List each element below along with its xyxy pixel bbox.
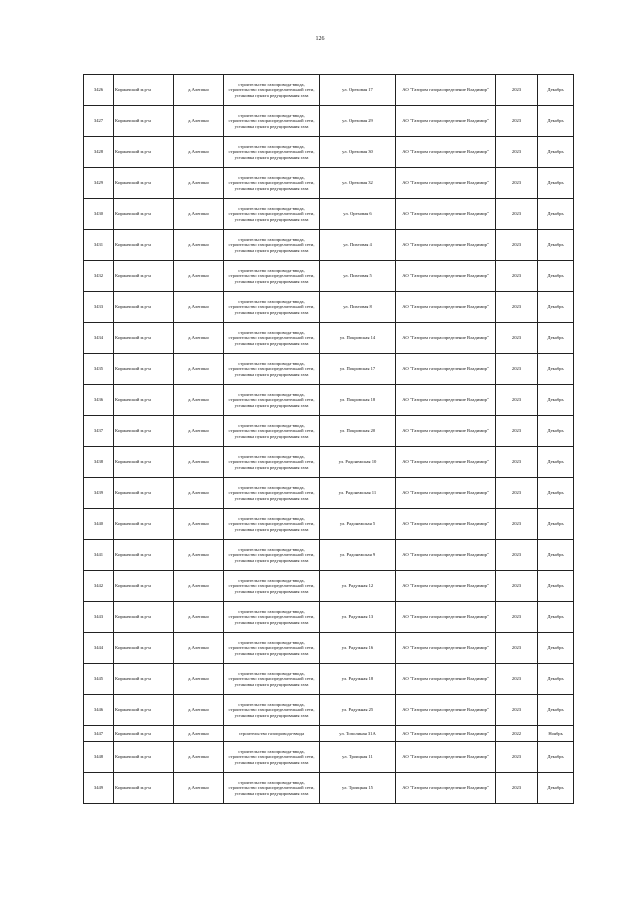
locality-cell: д.Алеппно: [174, 664, 224, 695]
table-row: [84, 509, 574, 540]
locality-cell: д.Алеппно: [174, 695, 224, 726]
locality-cell: д.Алеппно: [174, 478, 224, 509]
locality-cell: д.Алеппно: [174, 106, 224, 137]
month-cell: Декабрь: [538, 168, 574, 199]
month-cell: Декабрь: [538, 385, 574, 416]
row-number: 3433: [84, 292, 114, 323]
locality-cell: д.Алеппно: [174, 540, 224, 571]
year-cell: 2023: [496, 509, 538, 540]
district-cell: Киржачский м.р-н: [114, 664, 174, 695]
district-cell: Киржачский м.р-н: [114, 447, 174, 478]
year-cell: 2023: [496, 633, 538, 664]
organization-cell: АО "Газпром газораспределение Владимир": [396, 106, 496, 137]
work-description-cell: строительство газопровода-ввода, строительство газораспределительной сети, установка пункта редуцирования газа: [224, 106, 320, 137]
month-cell: Декабрь: [538, 773, 574, 804]
district-cell: Киржачский м.р-н: [114, 199, 174, 230]
address-cell: ул. Ореховая 30: [320, 137, 396, 168]
year-cell: 2023: [496, 292, 538, 323]
month-cell: Декабрь: [538, 416, 574, 447]
year-cell: 2023: [496, 354, 538, 385]
locality-cell: д.Алеппно: [174, 726, 224, 742]
address-cell: ул. Покровская 17: [320, 354, 396, 385]
table-row: [84, 602, 574, 633]
year-cell: 2023: [496, 199, 538, 230]
month-cell: Декабрь: [538, 75, 574, 106]
month-cell: Декабрь: [538, 323, 574, 354]
work-description-cell: строительство газопровода-ввода, строительство газораспределительной сети, установка пункта редуцирования газа: [224, 664, 320, 695]
district-cell: Киржачский м.р-н: [114, 540, 174, 571]
work-description-cell: строительство газопровода-ввода, строительство газораспределительной сети, установка пункта редуцирования газа: [224, 540, 320, 571]
locality-cell: д.Алеппно: [174, 742, 224, 773]
locality-cell: д.Алеппно: [174, 773, 224, 804]
work-description-cell: строительство газопровода-ввода, строительство газораспределительной сети, установка пункта редуцирования газа: [224, 416, 320, 447]
year-cell: 2023: [496, 385, 538, 416]
organization-cell: АО "Газпром газораспределение Владимир": [396, 742, 496, 773]
organization-cell: АО "Газпром газораспределение Владимир": [396, 416, 496, 447]
row-number: 3443: [84, 602, 114, 633]
work-description-cell: строительство газопровода-ввода, строительство газораспределительной сети, установка пункта редуцирования газа: [224, 261, 320, 292]
table-row: [84, 230, 574, 261]
month-cell: Декабрь: [538, 478, 574, 509]
locality-cell: д.Алеппно: [174, 509, 224, 540]
month-cell: Ноябрь: [538, 726, 574, 742]
district-cell: Киржачский м.р-н: [114, 509, 174, 540]
year-cell: 2023: [496, 137, 538, 168]
address-cell: ул. Пихтовая 8: [320, 292, 396, 323]
row-number: 3432: [84, 261, 114, 292]
district-cell: Киржачский м.р-н: [114, 478, 174, 509]
row-number: 3446: [84, 695, 114, 726]
address-cell: ул. Ореховая 6: [320, 199, 396, 230]
address-cell: ул. Пихтовая 5: [320, 261, 396, 292]
row-number: 3435: [84, 354, 114, 385]
work-description-cell: строительство газопровода-ввода, строительство газораспределительной сети, установка пункта редуцирования газа: [224, 602, 320, 633]
row-number: 3448: [84, 742, 114, 773]
work-description-cell: строительство газопровода-ввода, строительство газораспределительной сети, установка пункта редуцирования газа: [224, 509, 320, 540]
row-number: 3447: [84, 726, 114, 742]
year-cell: 2023: [496, 261, 538, 292]
page-number: 126: [315, 36, 325, 42]
year-cell: 2023: [496, 447, 538, 478]
year-cell: 2023: [496, 168, 538, 199]
organization-cell: АО "Газпром газораспределение Владимир": [396, 137, 496, 168]
row-number: 3434: [84, 323, 114, 354]
year-cell: 2023: [496, 540, 538, 571]
work-description-cell: строительство газопровода-ввода, строительство газораспределительной сети, установка пункта редуцирования газа: [224, 323, 320, 354]
address-cell: ул. Радужная 25: [320, 695, 396, 726]
month-cell: Декабрь: [538, 199, 574, 230]
month-cell: Декабрь: [538, 664, 574, 695]
row-number: 3442: [84, 571, 114, 602]
month-cell: Декабрь: [538, 354, 574, 385]
address-cell: ул. Радужная 16: [320, 633, 396, 664]
row-number: 3426: [84, 75, 114, 106]
address-cell: ул. Радонежская 10: [320, 447, 396, 478]
work-description-cell: строительство газопровода-ввода, строительство газораспределительной сети, установка пункта редуцирования газа: [224, 354, 320, 385]
table-row: [84, 773, 574, 804]
address-cell: ул. Радужная 13: [320, 602, 396, 633]
year-cell: 2023: [496, 323, 538, 354]
work-description-cell: строительство газопровода-ввода: [224, 726, 320, 742]
table-row: [84, 540, 574, 571]
row-number: 3430: [84, 199, 114, 230]
year-cell: 2023: [496, 742, 538, 773]
table-row: [84, 385, 574, 416]
year-cell: 2022: [496, 726, 538, 742]
row-number: 3439: [84, 478, 114, 509]
locality-cell: д.Алеппно: [174, 447, 224, 478]
table-row: [84, 75, 574, 106]
address-cell: ул. Радонежская 5: [320, 509, 396, 540]
organization-cell: АО "Газпром газораспределение Владимир": [396, 695, 496, 726]
table-row: [84, 726, 574, 742]
organization-cell: АО "Газпром газораспределение Владимир": [396, 354, 496, 385]
locality-cell: д.Алеппно: [174, 137, 224, 168]
row-number: 3445: [84, 664, 114, 695]
row-number: 3427: [84, 106, 114, 137]
table-row: [84, 742, 574, 773]
work-description-cell: строительство газопровода-ввода, строительство газораспределительной сети, установка пункта редуцирования газа: [224, 695, 320, 726]
organization-cell: АО "Газпром газораспределение Владимир": [396, 385, 496, 416]
table-row: [84, 261, 574, 292]
address-cell: ул. Радонежская 9: [320, 540, 396, 571]
table-row: [84, 633, 574, 664]
locality-cell: д.Алеппно: [174, 292, 224, 323]
locality-cell: д.Алеппно: [174, 261, 224, 292]
year-cell: 2023: [496, 230, 538, 261]
table-row: [84, 354, 574, 385]
table-row: [84, 571, 574, 602]
district-cell: Киржачский м.р-н: [114, 106, 174, 137]
organization-cell: АО "Газпром газораспределение Владимир": [396, 773, 496, 804]
locality-cell: д.Алеппно: [174, 385, 224, 416]
address-cell: ул. Троицкая 11: [320, 742, 396, 773]
month-cell: Декабрь: [538, 509, 574, 540]
address-cell: ул. Радонежская 11: [320, 478, 396, 509]
district-cell: Киржачский м.р-н: [114, 602, 174, 633]
organization-cell: АО "Газпром газораспределение Владимир": [396, 292, 496, 323]
organization-cell: АО "Газпром газораспределение Владимир": [396, 540, 496, 571]
locality-cell: д.Алеппно: [174, 633, 224, 664]
organization-cell: АО "Газпром газораспределение Владимир": [396, 571, 496, 602]
row-number: 3431: [84, 230, 114, 261]
year-cell: 2023: [496, 695, 538, 726]
district-cell: Киржачский м.р-н: [114, 230, 174, 261]
organization-cell: АО "Газпром газораспределение Владимир": [396, 230, 496, 261]
district-cell: Киржачский м.р-н: [114, 168, 174, 199]
table-row: [84, 292, 574, 323]
work-description-cell: строительство газопровода-ввода, строительство газораспределительной сети, установка пункта редуцирования газа: [224, 385, 320, 416]
table-row: [84, 199, 574, 230]
work-description-cell: строительство газопровода-ввода, строительство газораспределительной сети, установка пункта редуцирования газа: [224, 773, 320, 804]
organization-cell: АО "Газпром газораспределение Владимир": [396, 478, 496, 509]
row-number: 3428: [84, 137, 114, 168]
district-cell: Киржачский м.р-н: [114, 773, 174, 804]
locality-cell: д.Алеппно: [174, 416, 224, 447]
organization-cell: АО "Газпром газораспределение Владимир": [396, 633, 496, 664]
organization-cell: АО "Газпром газораспределение Владимир": [396, 75, 496, 106]
table-row: [84, 478, 574, 509]
address-cell: ул. Ореховая 29: [320, 106, 396, 137]
address-cell: ул. Радужная 18: [320, 664, 396, 695]
district-cell: Киржачский м.р-н: [114, 742, 174, 773]
address-cell: ул. Покровская 20: [320, 416, 396, 447]
locality-cell: д.Алеппно: [174, 323, 224, 354]
district-cell: Киржачский м.р-н: [114, 385, 174, 416]
table-row: [84, 323, 574, 354]
year-cell: 2023: [496, 664, 538, 695]
year-cell: 2023: [496, 773, 538, 804]
locality-cell: д.Алеппно: [174, 230, 224, 261]
address-cell: ул. Троицкая 15: [320, 773, 396, 804]
district-cell: Киржачский м.р-н: [114, 323, 174, 354]
year-cell: 2023: [496, 571, 538, 602]
work-description-cell: строительство газопровода-ввода, строительство газораспределительной сети, установка пункта редуцирования газа: [224, 137, 320, 168]
locality-cell: д.Алеппно: [174, 571, 224, 602]
row-number: 3440: [84, 509, 114, 540]
table-body: [84, 75, 574, 804]
row-number: 3436: [84, 385, 114, 416]
row-number: 3437: [84, 416, 114, 447]
table-row: [84, 695, 574, 726]
district-cell: Киржачский м.р-н: [114, 416, 174, 447]
registry-table: [83, 74, 574, 804]
district-cell: Киржачский м.р-н: [114, 261, 174, 292]
locality-cell: д.Алеппно: [174, 602, 224, 633]
address-cell: ул. Ореховая 32: [320, 168, 396, 199]
district-cell: Киржачский м.р-н: [114, 137, 174, 168]
year-cell: 2023: [496, 106, 538, 137]
district-cell: Киржачский м.р-н: [114, 354, 174, 385]
organization-cell: АО "Газпром газораспределение Владимир": [396, 509, 496, 540]
year-cell: 2023: [496, 416, 538, 447]
work-description-cell: строительство газопровода-ввода, строительство газораспределительной сети, установка пункта редуцирования газа: [224, 447, 320, 478]
work-description-cell: строительство газопровода-ввода, строительство газораспределительной сети, установка пункта редуцирования газа: [224, 478, 320, 509]
year-cell: 2023: [496, 602, 538, 633]
table-row: [84, 416, 574, 447]
locality-cell: д.Алеппно: [174, 168, 224, 199]
address-cell: ул. Покровская 14: [320, 323, 396, 354]
month-cell: Декабрь: [538, 602, 574, 633]
month-cell: Декабрь: [538, 261, 574, 292]
work-description-cell: строительство газопровода-ввода, строительство газораспределительной сети, установка пункта редуцирования газа: [224, 742, 320, 773]
work-description-cell: строительство газопровода-ввода, строительство газораспределительной сети, установка пункта редуцирования газа: [224, 199, 320, 230]
district-cell: Киржачский м.р-н: [114, 75, 174, 106]
organization-cell: АО "Газпром газораспределение Владимир": [396, 323, 496, 354]
month-cell: Декабрь: [538, 106, 574, 137]
district-cell: Киржачский м.р-н: [114, 695, 174, 726]
organization-cell: АО "Газпром газораспределение Владимир": [396, 664, 496, 695]
organization-cell: АО "Газпром газораспределение Владимир": [396, 261, 496, 292]
district-cell: Киржачский м.р-н: [114, 571, 174, 602]
table-row: [84, 664, 574, 695]
work-description-cell: строительство газопровода-ввода, строительство газораспределительной сети, установка пункта редуцирования газа: [224, 168, 320, 199]
address-cell: ул. Пихтовая 4: [320, 230, 396, 261]
locality-cell: д.Алеппно: [174, 354, 224, 385]
district-cell: Киржачский м.р-н: [114, 633, 174, 664]
row-number: 3429: [84, 168, 114, 199]
row-number: 3441: [84, 540, 114, 571]
month-cell: Декабрь: [538, 292, 574, 323]
table-row: [84, 168, 574, 199]
organization-cell: АО "Газпром газораспределение Владимир": [396, 199, 496, 230]
work-description-cell: строительство газопровода-ввода, строительство газораспределительной сети, установка пункта редуцирования газа: [224, 75, 320, 106]
month-cell: Декабрь: [538, 742, 574, 773]
table-row: [84, 106, 574, 137]
address-cell: ул. Радужная 12: [320, 571, 396, 602]
row-number: 3438: [84, 447, 114, 478]
row-number: 3444: [84, 633, 114, 664]
row-number: 3449: [84, 773, 114, 804]
work-description-cell: строительство газопровода-ввода, строительство газораспределительной сети, установка пункта редуцирования газа: [224, 571, 320, 602]
address-cell: ул. Ореховая 17: [320, 75, 396, 106]
organization-cell: АО "Газпром газораспределение Владимир": [396, 168, 496, 199]
locality-cell: д.Алеппно: [174, 75, 224, 106]
year-cell: 2023: [496, 75, 538, 106]
organization-cell: АО "Газпром газораспределение Владимир": [396, 726, 496, 742]
month-cell: Декабрь: [538, 571, 574, 602]
address-cell: ул. Покровская 18: [320, 385, 396, 416]
locality-cell: д.Алеппно: [174, 199, 224, 230]
month-cell: Декабрь: [538, 137, 574, 168]
month-cell: Декабрь: [538, 695, 574, 726]
table-row: [84, 137, 574, 168]
month-cell: Декабрь: [538, 230, 574, 261]
work-description-cell: строительство газопровода-ввода, строительство газораспределительной сети, установка пункта редуцирования газа: [224, 230, 320, 261]
address-cell: ул. Тополиная 31А: [320, 726, 396, 742]
district-cell: Киржачский м.р-н: [114, 292, 174, 323]
organization-cell: АО "Газпром газораспределение Владимир": [396, 602, 496, 633]
month-cell: Декабрь: [538, 540, 574, 571]
work-description-cell: строительство газопровода-ввода, строительство газораспределительной сети, установка пункта редуцирования газа: [224, 633, 320, 664]
month-cell: Декабрь: [538, 633, 574, 664]
table-row: [84, 447, 574, 478]
organization-cell: АО "Газпром газораспределение Владимир": [396, 447, 496, 478]
month-cell: Декабрь: [538, 447, 574, 478]
work-description-cell: строительство газопровода-ввода, строительство газораспределительной сети, установка пункта редуцирования газа: [224, 292, 320, 323]
district-cell: Киржачский м.р-н: [114, 726, 174, 742]
year-cell: 2023: [496, 478, 538, 509]
